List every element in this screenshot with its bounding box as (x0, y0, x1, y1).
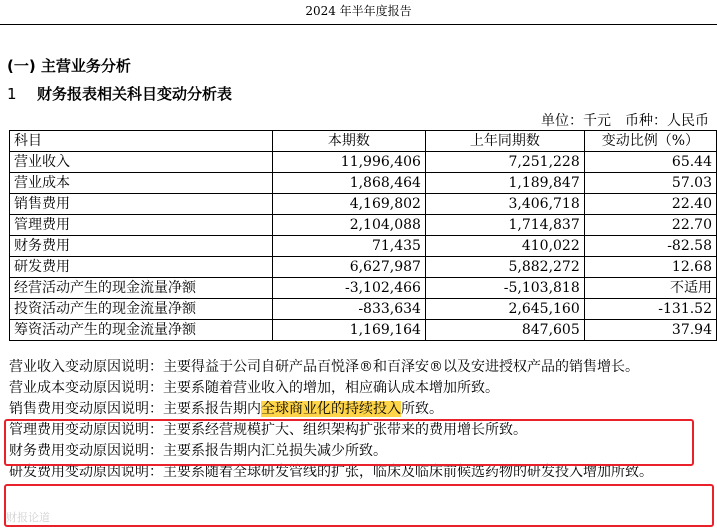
watermark: 财报论道 (6, 511, 50, 524)
row-current: 4,169,802 (272, 194, 425, 215)
row-change: -82.58 (584, 236, 716, 257)
row-change: 57.03 (584, 173, 716, 194)
row-current: -833,634 (272, 299, 425, 320)
row-prior: 7,251,228 (425, 152, 584, 173)
row-subject: 筹资活动产生的现金流量净额 (10, 320, 273, 341)
row-subject: 管理费用 (10, 215, 273, 236)
row-current: 1,868,464 (272, 173, 425, 194)
header-change-ratio: 变动比例（%） (584, 131, 716, 152)
row-current: -3,102,466 (272, 278, 425, 299)
table-row (10, 236, 717, 257)
annotation-box-selling-admin (4, 419, 694, 466)
row-prior: 3,406,718 (425, 194, 584, 215)
table-row (10, 257, 717, 278)
row-current: 11,996,406 (272, 152, 425, 173)
annotation-box-rd (4, 484, 714, 527)
row-change: 22.70 (584, 215, 716, 236)
row-current: 1,169,164 (272, 320, 425, 341)
row-current: 2,104,088 (272, 215, 425, 236)
note-selling (9, 399, 709, 420)
row-change: 22.40 (584, 194, 716, 215)
row-subject: 财务费用 (10, 236, 273, 257)
financial-change-table (9, 130, 717, 341)
row-current: 71,435 (272, 236, 425, 257)
subsection-title (7, 83, 232, 104)
note-selling-suffix: 所致。 (401, 401, 443, 417)
note-rd: 研发费用变动原因说明：主要系随着全球研发管线的扩张，临床及临床前候选药物的研发投入增加所致。 (9, 464, 653, 480)
table-row (10, 173, 717, 194)
page-header: 2024 年半年度报告 (0, 0, 717, 25)
table-row (10, 320, 717, 341)
subsection-title-text: 财务报表相关科目变动分析表 (37, 85, 233, 103)
note-admin: 管理费用变动原因说明：主要系经营规模扩大、组织架构扩张带来的费用增长所致。 (9, 422, 527, 438)
note-selling-prefix: 销售费用变动原因说明：主要系报告期内 (9, 401, 261, 417)
header-prior-period: 上年同期数 (425, 131, 584, 152)
row-prior: 847,605 (425, 320, 584, 341)
table-header-row (10, 131, 717, 152)
subsection-number: 1 (7, 85, 17, 103)
row-prior: 1,189,847 (425, 173, 584, 194)
row-prior: 1,714,837 (425, 215, 584, 236)
row-subject: 研发费用 (10, 257, 273, 278)
row-prior: 2,645,160 (425, 299, 584, 320)
row-current: 6,627,987 (272, 257, 425, 278)
row-subject: 投资活动产生的现金流量净额 (10, 299, 273, 320)
row-prior: 410,022 (425, 236, 584, 257)
row-subject: 销售费用 (10, 194, 273, 215)
highlighted-phrase: 全球商业化的持续投入 (261, 401, 401, 417)
row-subject: 营业成本 (10, 173, 273, 194)
unit-line (541, 110, 709, 130)
row-change: 12.68 (584, 257, 716, 278)
row-prior: -5,103,818 (425, 278, 584, 299)
currency-label: 币种：人民币 (625, 113, 709, 129)
row-subject: 经营活动产生的现金流量净额 (10, 278, 273, 299)
table-row (10, 215, 717, 236)
section-title: (一) 主营业务分析 (7, 57, 131, 75)
row-subject: 营业收入 (10, 152, 273, 173)
table-row (10, 194, 717, 215)
row-prior: 5,882,272 (425, 257, 584, 278)
note-finance: 财务费用变动原因说明：主要系报告期内汇兑损失减少所致。 (9, 443, 387, 459)
note-cost: 营业成本变动原因说明：主要系随着营业收入的增加，相应确认成本增加所致。 (9, 380, 499, 396)
note-revenue: 营业收入变动原因说明：主要得益于公司自研产品百悦泽®和百泽安®以及安进授权产品的销售增长。 (9, 359, 639, 375)
header-subject: 科目 (10, 131, 273, 152)
row-change: 65.44 (584, 152, 716, 173)
table-row (10, 152, 717, 173)
table-row (10, 278, 717, 299)
table-row (10, 299, 717, 320)
header-current-period: 本期数 (272, 131, 425, 152)
row-change: 不适用 (584, 278, 716, 299)
row-change: -131.52 (584, 299, 716, 320)
row-change: 37.94 (584, 320, 716, 341)
unit-label: 单位：千元 (541, 113, 611, 129)
